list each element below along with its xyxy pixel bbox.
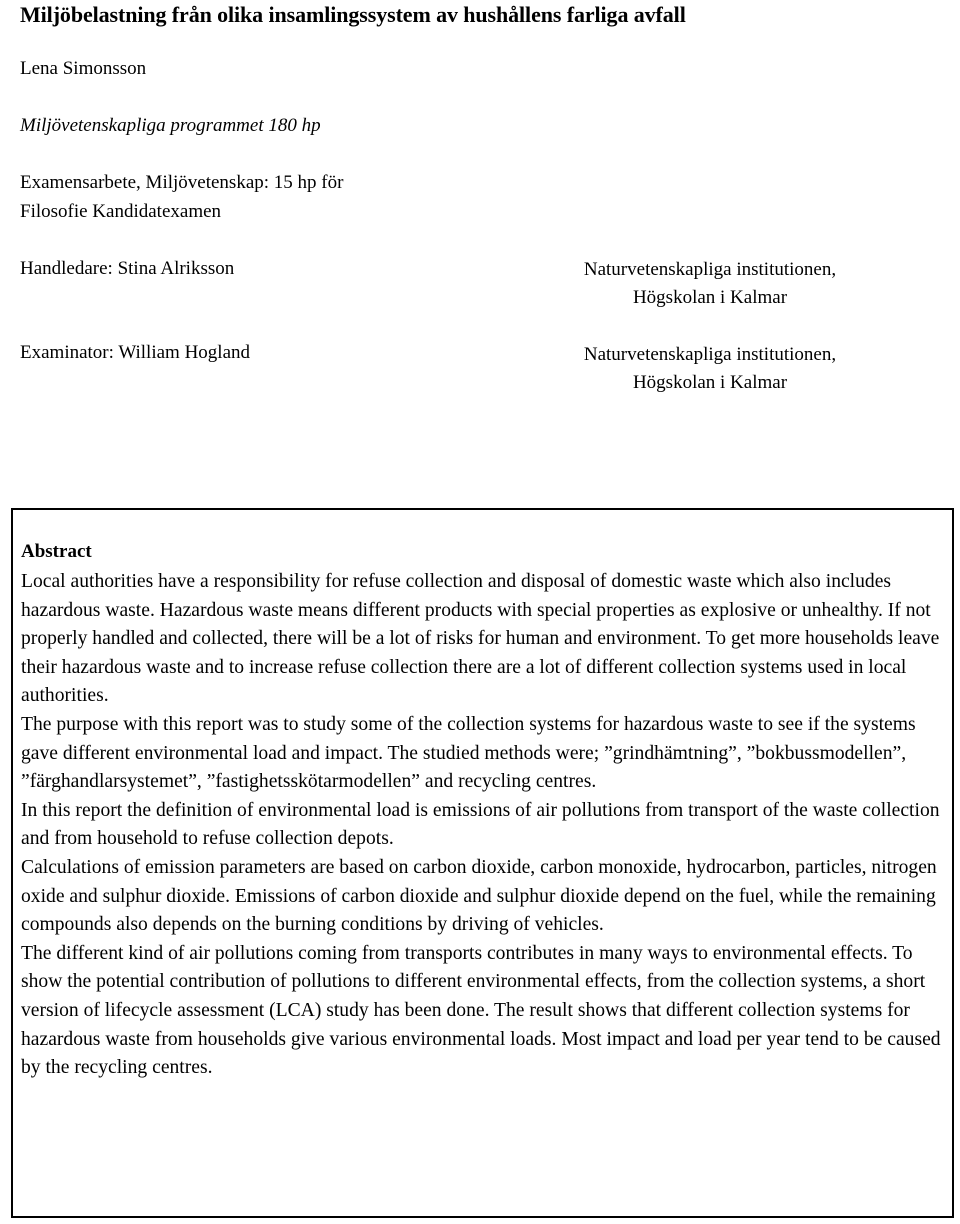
supervisor-affiliation-line-2: Högskolan i Kalmar xyxy=(632,287,788,308)
abstract-heading: Abstract xyxy=(21,541,92,562)
supervisor-affiliation xyxy=(500,256,920,312)
degree-line-1: Examensarbete, Miljövetenskap: 15 hp för xyxy=(20,172,344,193)
examiner: Examinator: William Hogland xyxy=(20,342,251,363)
abstract-paragraph: Calculations of emission parameters are based on carbon dioxide, carbon monoxide, hydrocarbon, particles, nitrogen oxide and sulphur dioxide. Emissions of carbon dioxide and sulphur dioxide depend on the fuel, while the remaining compounds also depends on the burning conditions by driving of vehicles. xyxy=(21,856,937,936)
author-name: Lena Simonsson xyxy=(20,58,147,79)
supervisor-affiliation-line-1: Naturvetenskapliga institutionen, xyxy=(583,259,837,280)
examiner-affiliation xyxy=(500,341,920,397)
supervisor: Handledare: Stina Alriksson xyxy=(20,258,235,279)
examiner-affiliation-line-2: Högskolan i Kalmar xyxy=(632,372,788,393)
abstract-box xyxy=(11,508,954,1218)
degree-line-2: Filosofie Kandidatexamen xyxy=(20,201,222,222)
abstract-body xyxy=(21,568,946,1083)
abstract-paragraph: The different kind of air pollutions coming from transports contributes in many ways to environmental effects. To show the potential contribution of pollutions to different environmental effects, from the collection systems, a short version of lifecycle assessment (LCA) study has been done. The result shows that different collection systems for hazardous waste from households give various environmental loads. Most impact and load per year tend to be caused by the recycling centres. xyxy=(21,942,941,1079)
examiner-affiliation-line-1: Naturvetenskapliga institutionen, xyxy=(583,344,837,365)
abstract-paragraph: In this report the definition of environmental load is emissions of air pollutions from transport of the waste collection and from household to refuse collection depots. xyxy=(21,799,940,850)
document-title: Miljöbelastning från olika insamlingssystem av hushållens farliga avfall xyxy=(20,2,686,27)
program-name: Miljövetenskapliga programmet 180 hp xyxy=(20,115,321,136)
abstract-paragraph: Local authorities have a responsibility for refuse collection and disposal of domestic waste which also includes hazardous waste. Hazardous waste means different products with special properties as explosive or unhealthy. If not properly handled and collected, there will be a lot of risks for human and environment. To get more households leave their hazardous waste and to increase refuse collection there are a lot of different collection systems used in local authorities. xyxy=(21,571,940,707)
abstract-paragraph: The purpose with this report was to study some of the collection systems for hazardous waste to see if the systems gave different environmental load and impact. The studied methods were; ”grindhämtning”, ”bokbussmodellen”, ”färghandlarsystemet”, ”fastighetsskötarmodellen” and recycling centres. xyxy=(21,713,916,793)
